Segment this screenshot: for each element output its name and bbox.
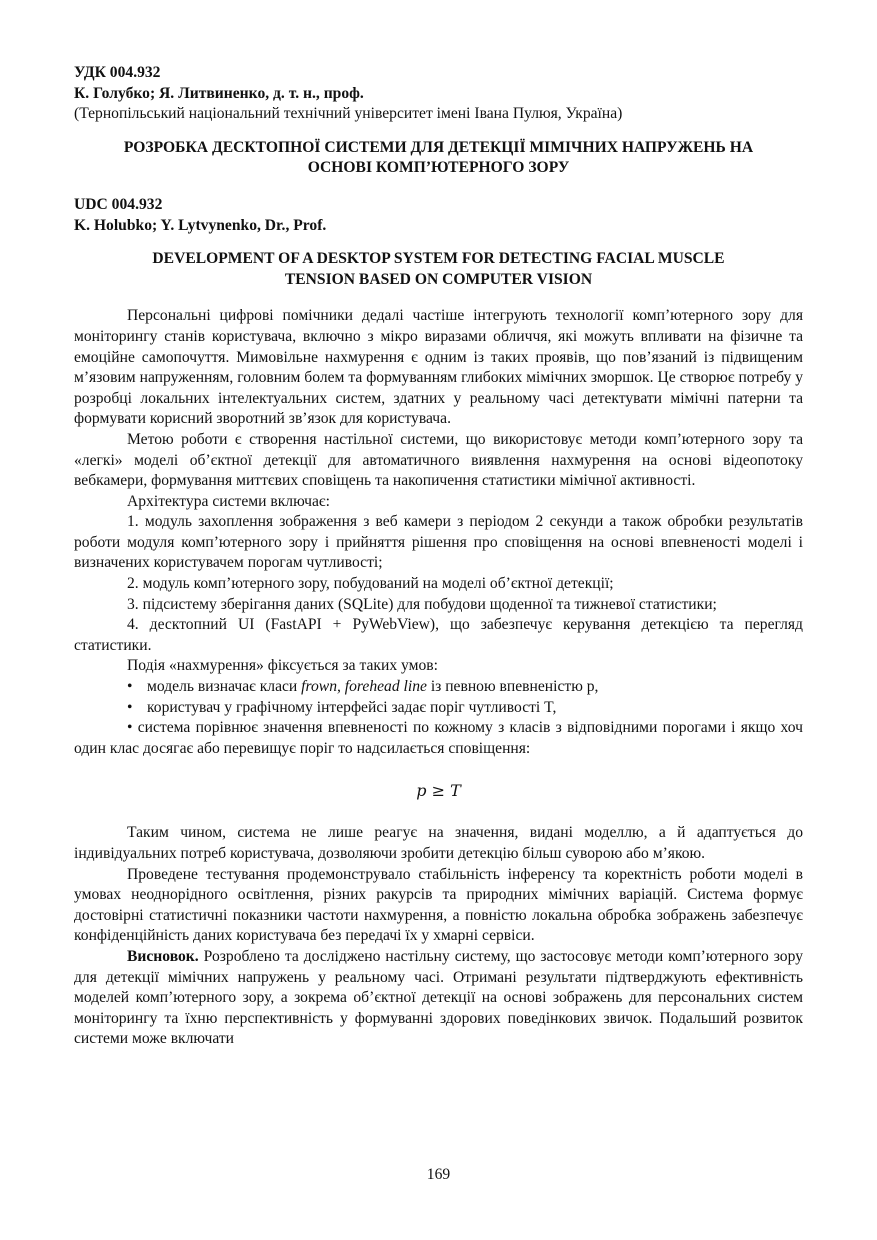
paragraph-testing: Проведене тестування продемонструвало стабільність інференсу та коректність роботи моделі в умовах неоднорідного освітлення, різних ракурсів та природних мімічних варіацій. Система формує достовірні статистичні показники частоти нахмурення, а повністю локальна обробка зображень забезпечує конфіденційність даних користувача без передачі їх у хмарні сервіси. <box>74 865 803 945</box>
list-item-1: 1. модуль захоплення зображення з веб камери з періодом 2 секунди а також обробки результатів роботи модуля комп’ютерного зору і прийняття рішення про сповіщення на основі впевненості моделі і визначених користувачем порогам чутливості; <box>74 513 803 572</box>
formula: p ≥ T <box>416 781 461 801</box>
title-en-line2: TENSION BASED ON COMPUTER VISION <box>284 270 593 288</box>
paragraph-adaptation: Таким чином, система не лише реагує на значення, видані моделлю, а й адаптується до індивідуальних потреб користувача, дозволяючи зробити детекцію більш суворою або м’якою. <box>74 824 803 862</box>
bullet-text-2: користувач у графічному інтерфейсі задає поріг чутливості T, <box>147 698 557 716</box>
bullet-item-1 <box>74 677 803 698</box>
title-uk-line2: ОСНОВІ КОМП’ЮТЕРНОГО ЗОРУ <box>307 159 570 177</box>
bullet-item-3: • система порівнює значення впевненості по кожному з класів з відповідними порогами і якщо хоч один клас досягає або перевищує поріг то надсилається сповіщення: <box>74 719 803 757</box>
bullet-1-pre: модель визначає класи <box>147 678 302 696</box>
udc-uk: УДК 004.932 <box>74 64 161 81</box>
authors-uk: К. Голубко; Я. Литвиненко, д. т. н., проф. <box>74 84 364 102</box>
list-item-4: 4. десктопний UI (FastAPI + PyWebView), що забезпечує керування детекцією та перегляд статистики. <box>74 616 803 654</box>
bullet-1-classes: frown, forehead line <box>301 678 427 696</box>
paragraph-intro: Персональні цифрові помічники дедалі частіше інтегрують технології комп’ютерного зору для моніторингу станів користувача, включно з мікро виразами обличчя, які можуть впливати на фізичне та емоційне самопочуття. Мимовільне нахмурення є одним із таких проявів, що пов’язаний із підвищеним м’язовим напруженням, головним болем та формуванням глибоких мімічних зморшок. Це створює потребу у розробці локальних інтелектуальних систем, здатних у реальному часі детектувати мімічні патерни та формувати корисний зворотний зв’язок для користувача. <box>74 307 803 428</box>
conclusion-label: Висновок. <box>127 947 199 965</box>
paragraph-event: Подія «нахмурення» фіксується за таких умов: <box>127 657 438 675</box>
paragraph-goal: Метою роботи є створення настільної системи, що використовує методи комп’ютерного зору та «легкі» моделі об’єктної детекції для автоматичного виявлення нахмурення на основі відеопотоку вебкамери, формування миттєвих сповіщень та накопичення статистики мімічної активності. <box>74 430 803 490</box>
bullet-1-post: із певною впевненістю p, <box>426 678 599 696</box>
page-number: 169 <box>426 1166 451 1183</box>
title-uk-line1: РОЗРОБКА ДЕСКТОПНОЇ СИСТЕМИ ДЛЯ ДЕТЕКЦІЇ МІМІЧНИХ НАПРУЖЕНЬ НА <box>123 138 754 156</box>
paragraph-architecture: Архітектура системи включає: <box>127 492 330 510</box>
conclusion-text: Розроблено та досліджено настільну систему, що застосовує методи комп’ютерного зору для детекції мімічних напружень у реальному часі. Отримані результати підтверджують ефективність моделей комп’ютерного зору, а зокрема об’єктної детекції на основі зображень для персональних систем моніторингу та їхню перспективність у формуванні здорових поведінкових звичок. Подальший розвиток системи може включати <box>74 947 803 1048</box>
list-item-3: 3. підсистему зберігання даних (SQLite) для побудови щоденної та тижневої статистики; <box>127 595 717 613</box>
title-en-line1: DEVELOPMENT OF A DESKTOP SYSTEM FOR DETECTING FACIAL MUSCLE <box>152 250 725 268</box>
bullet-text-1 <box>147 677 598 698</box>
authors-en: K. Holubko; Y. Lytvynenko, Dr., Prof. <box>74 216 327 234</box>
affiliation-uk: (Тернопільський національний технічний університет імені Івана Пулюя, Україна) <box>74 105 623 123</box>
udc-en: UDC 004.932 <box>74 195 163 213</box>
bullet-icon: • <box>127 678 133 696</box>
bullet-icon: • <box>127 698 133 716</box>
list-item-2: 2. модуль комп’ютерного зору, побудований на моделі об’єктної детекції; <box>127 575 614 593</box>
bullet-item-2 <box>74 698 803 719</box>
page-content <box>74 63 803 1050</box>
paragraph-conclusion <box>74 947 803 1050</box>
